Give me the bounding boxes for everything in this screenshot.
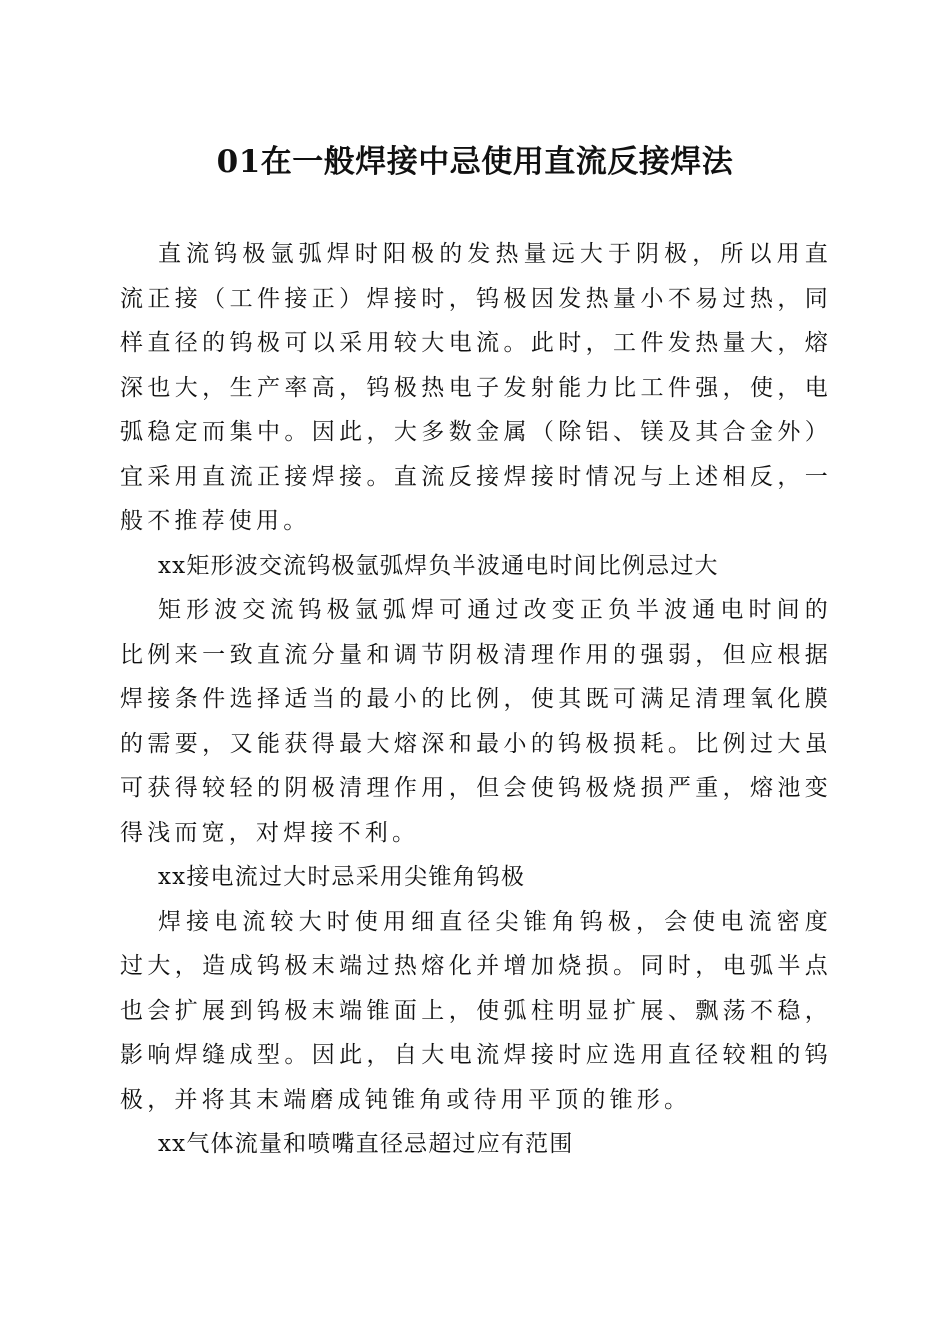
paragraph-dc-reverse-polarity: 直流钨极氩弧焊时阳极的发热量远大于阴极，所以用直流正接（工件接正）焊接时，钨极因发热量小不易过热，同样直径的钨极可以采用较大电流。此时，工件发热量大，熔深也大，生产率高，钨极热电子发射能力比工件强，使，电弧稳定而集中。因此，大多数金属（除铝、镁及其合金外）宜采用直流正接焊接。直流反接焊接时情况与上述相反，一般不推荐使用。 (120, 241, 832, 534)
paragraph-sharp-tungsten: 焊接电流较大时使用细直径尖锥角钨极，会使电流密度过大，造成钨极末端过热熔化并增加烧损。同时，电弧半点也会扩展到钨极末端锥面上，使弧柱明显扩展、飘荡不稳，影响焊缝成型。因此，自大电流焊接时应选用直径较粗的钨极，并将其末端磨成钝锥角或待用平顶的锥形。 (120, 908, 832, 1113)
document-body (120, 232, 832, 1167)
section-heading-square-wave-ratio: xx矩形波交流钨极氩弧焊负半波通电时间比例忌过大 (158, 552, 719, 579)
paragraph-square-wave-ratio: 矩形波交流钨极氩弧焊可通过改变正负半波通电时间的比例来一致直流分量和调节阴极清理作用的强弱，但应根据焊接条件选择适当的最小的比例，使其既可满足清理氧化膜的需要，又能获得最大熔深和最小的钨极损耗。比例过大虽可获得较轻的阴极清理作用，但会使钨极烧损严重，熔池变得浅而宽，对焊接不利。 (120, 597, 832, 846)
document-title: 01在一般焊接中忌使用直流反接焊法 (216, 144, 734, 180)
section-heading-gas-flow-nozzle: xx气体流量和喷嘴直径忌超过应有范围 (158, 1131, 574, 1157)
section-heading-sharp-tungsten: xx接电流过大时忌采用尖锥角钨极 (158, 864, 526, 890)
